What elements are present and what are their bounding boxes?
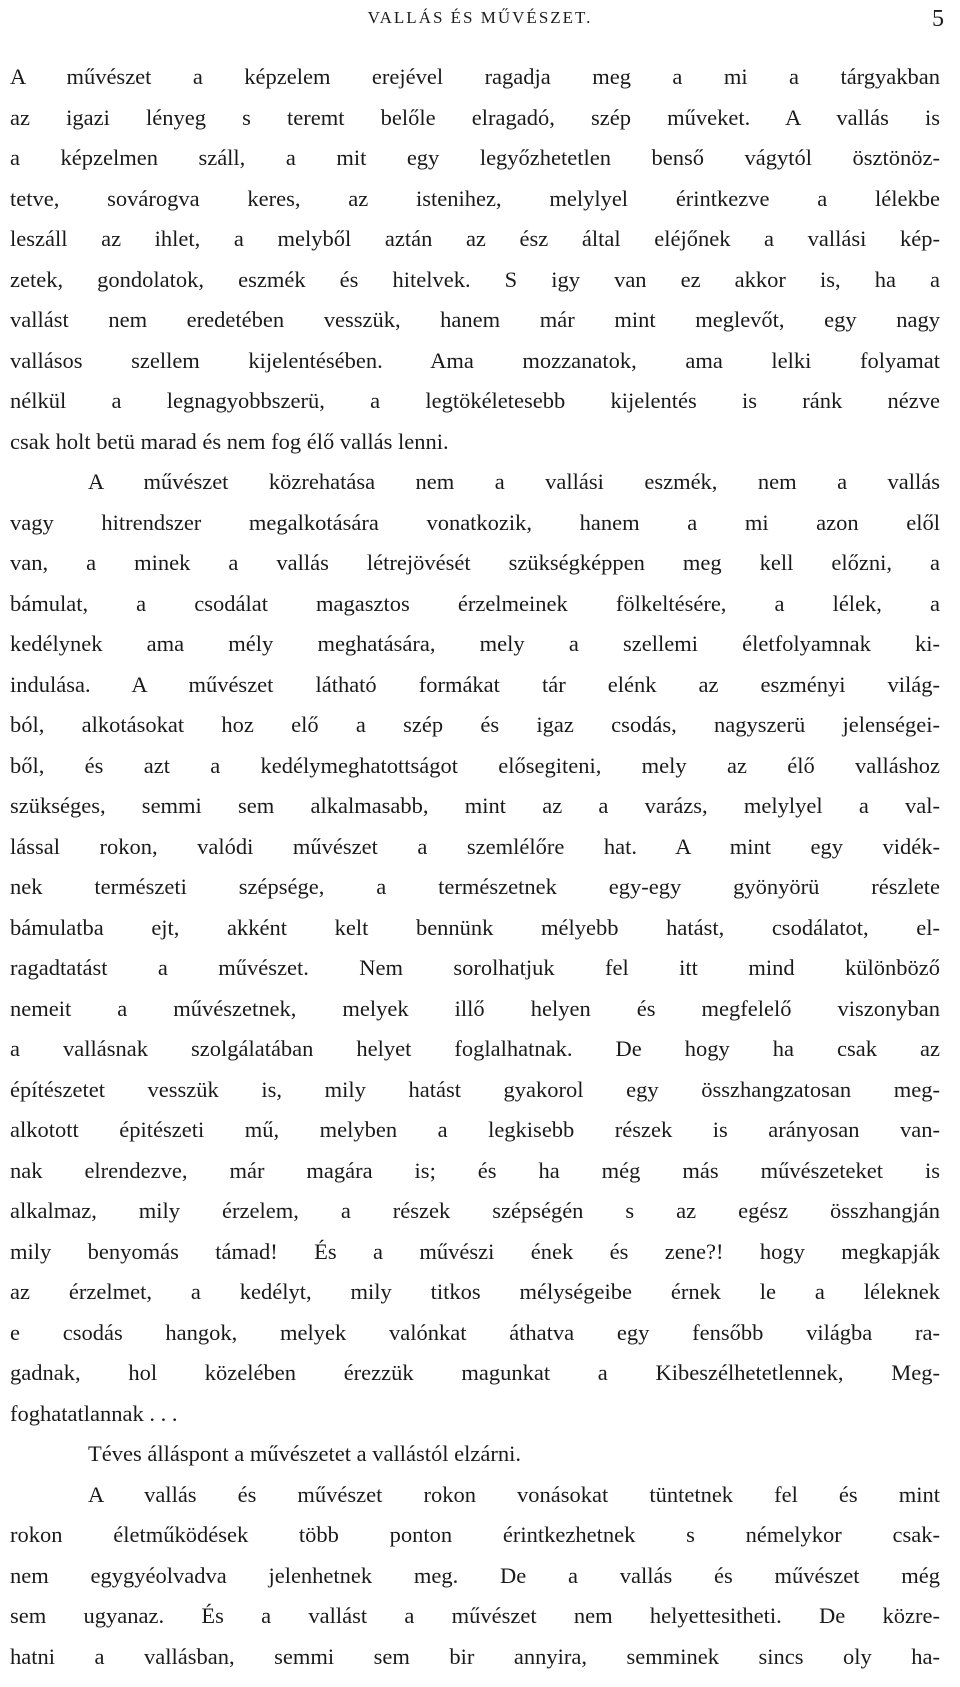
text-line: ból, alkotásokat hoz elő a szép és igaz csodás, nagyszerü jelenségei- (10, 712, 940, 737)
text-line: bámulat, a csodálat magasztos érzelmeinek fölkeltésére, a lélek, a (10, 590, 940, 616)
text-line: indulása. A művészet látható formákat tár elénk az eszményi világ- (10, 671, 940, 697)
text-line: a képzelmen száll, a mit egy legyőzhetetlen benső vágytól ösztönöz- (10, 145, 940, 170)
section-caption: Téves álláspont a művészetet a vallástól elzárni. (88, 1441, 521, 1466)
text-line: mily benyomás támad! És a művészi ének és zene?! hogy megkapják (10, 1238, 940, 1264)
text-line: az érzelmet, a kedélyt, mily titkos mélységeibe érnek le a léleknek (10, 1279, 940, 1304)
text-line: ből, és azt a kedélymeghatottságot elősegiteni, mely az élő valláshoz (10, 752, 940, 778)
text-line: vagy hitrendszer megalkotására vonatkozik, hanem a mi azon elől (10, 509, 940, 535)
running-header (0, 6, 960, 34)
text-line: ragadtatást a művészet. Nem sorolhatjuk fel itt mind különböző (10, 955, 940, 980)
text-line: sem ugyanaz. És a vallást a művészet nem helyettesitheti. De közre- (10, 1603, 940, 1628)
text-line: nak elrendezve, már magára is; és ha még más művészeteket is (10, 1157, 940, 1183)
text-line: leszáll az ihlet, a melyből aztán az ész által eléjőnek a vallási kép- (10, 226, 940, 251)
text-line: kedélynek ama mély meghatására, mely a szellemi életfolyamnak ki- (10, 631, 940, 656)
text-line: csak holt betü marad és nem fog élő vallás lenni. (10, 428, 449, 454)
running-title: VALLÁS ÉS MŰVÉSZET. (367, 8, 593, 27)
text-line: rokon életműködések több ponton érintkezhetnek s némelykor csak- (10, 1522, 940, 1547)
text-line: nem egygyéolvadva jelenhetnek meg. De a vallás és művészet még (10, 1562, 940, 1588)
text-line: alkotott épitészeti mű, melyben a legkisebb részek is arányosan van- (10, 1117, 940, 1142)
text-line: nek természeti szépsége, a természetnek egy-egy gyönyörü részlete (10, 874, 940, 899)
text-line: szükséges, semmi sem alkalmasabb, mint az a varázs, melylyel a val- (10, 793, 940, 818)
text-line: bámulatba ejt, akként kelt bennünk mélyebb hatást, csodálatot, el- (10, 914, 940, 940)
page-number: 5 (932, 6, 944, 32)
body-text (10, 57, 940, 1677)
text-line: foghatatlannak . . . (10, 1400, 178, 1426)
text-line: A művészet közrehatása nem a vallási eszmék, nem a vallás (88, 469, 940, 494)
text-line: vallást nem eredetében vesszük, hanem már mint meglevőt, egy nagy (10, 307, 940, 332)
text-line: az igazi lényeg s teremt belőle elragadó, szép műveket. A vallás is (10, 104, 940, 130)
text-line: nemeit a művészetnek, melyek illő helyen és megfelelő viszonyban (10, 995, 940, 1021)
text-line: e csodás hangok, melyek valónkat áthatva egy fensőbb világba ra- (10, 1319, 940, 1345)
text-line: a vallásnak szolgálatában helyet foglalhatnak. De hogy ha csak az (10, 1036, 940, 1061)
text-line: alkalmaz, mily érzelem, a részek szépségén s az egész összhangján (10, 1198, 940, 1223)
text-line: gadnak, hol közelében érezzük magunkat a Kibeszélhetetlennek, Meg- (10, 1360, 940, 1385)
text-line: lással rokon, valódi művészet a szemlélőre hat. A mint egy vidék- (10, 833, 940, 859)
text-line: van, a minek a vallás létrejövését szükségképpen meg kell előzni, a (10, 550, 940, 575)
text-line: hatni a vallásban, semmi sem bir annyira, semminek sincs oly ha- (10, 1643, 940, 1669)
text-line: építészetet vesszük is, mily hatást gyakorol egy összhangzatosan meg- (10, 1076, 940, 1102)
text-line: A művészet a képzelem erejével ragadja meg a mi a tárgyakban (10, 64, 940, 89)
text-line: A vallás és művészet rokon vonásokat tüntetnek fel és mint (88, 1481, 940, 1507)
text-line: zetek, gondolatok, eszmék és hitelvek. S igy van ez akkor is, ha a (10, 266, 940, 292)
text-line: vallásos szellem kijelentésében. Ama mozzanatok, ama lelki folyamat (10, 347, 940, 373)
text-line: tetve, sovárogva keres, az istenihez, melylyel érintkezve a lélekbe (10, 185, 940, 211)
text-line: nélkül a legnagyobbszerü, a legtökéletesebb kijelentés is ránk nézve (10, 388, 940, 413)
